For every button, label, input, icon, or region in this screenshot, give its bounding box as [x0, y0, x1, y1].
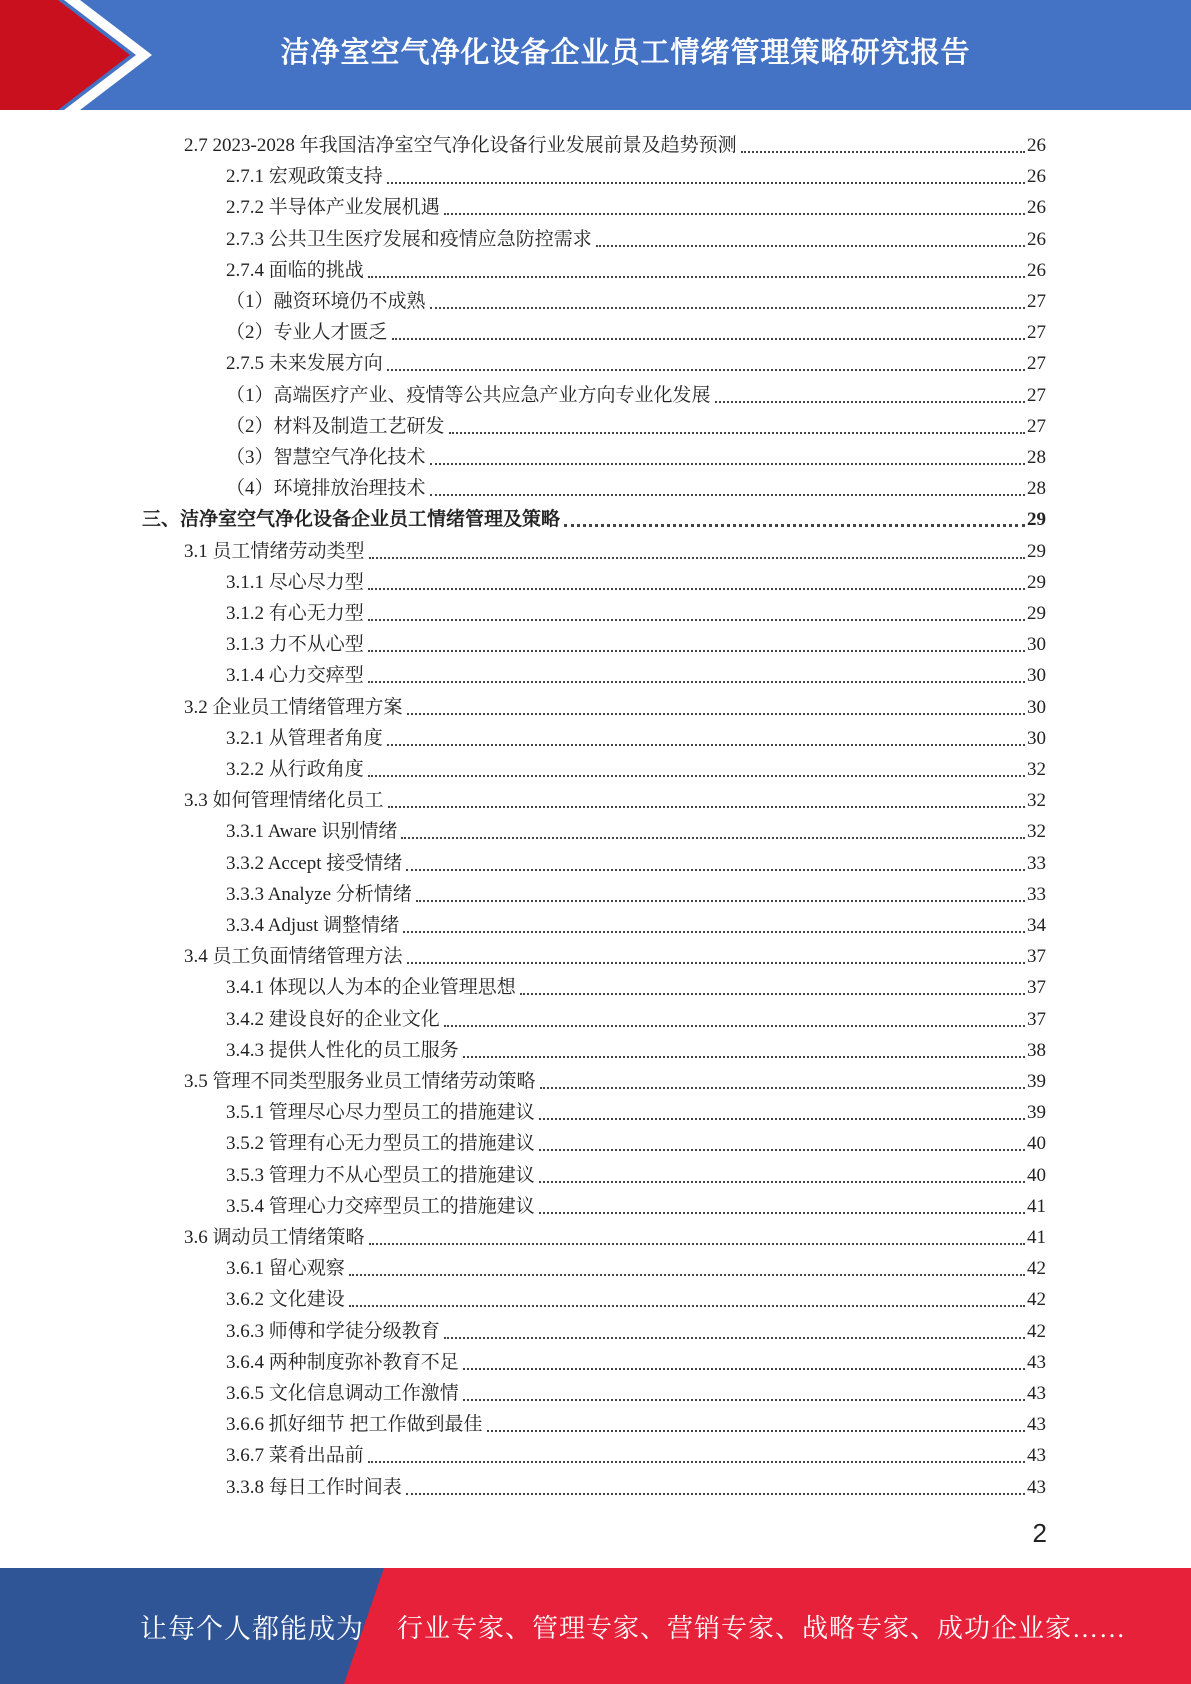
toc-entry-label: 3.2 企业员工情绪管理方案	[184, 696, 403, 718]
toc-entry-label: 3.6.5 文化信息调动工作激情	[226, 1383, 459, 1404]
toc-entry-page: 41	[1027, 1227, 1046, 1248]
toc-leader-dots	[387, 744, 1025, 746]
toc-leader-dots	[403, 931, 1025, 933]
toc-entry-page: 40	[1027, 1133, 1046, 1155]
toc-entry-page: 28	[1027, 478, 1046, 500]
toc-entry[interactable]	[226, 252, 1046, 283]
toc-entry-label: 3.6.6 抓好细节 把工作做到最佳	[226, 1414, 483, 1436]
toc-leader-dots	[540, 1087, 1025, 1089]
page-number: 2	[1032, 1518, 1047, 1548]
toc-leader-dots	[406, 1493, 1025, 1495]
toc-leader-dots	[368, 650, 1025, 652]
toc-entry[interactable]	[226, 1125, 1046, 1156]
toc-entry-page: 26	[1027, 259, 1046, 281]
toc-entry-label: （4）环境排放治理技术	[226, 478, 426, 500]
toc-entry-label: 3.6.3 师傅和学徒分级教育	[226, 1320, 440, 1342]
toc-entry[interactable]	[226, 158, 1046, 189]
toc-entry-label: 3.6.7 菜肴出品前	[226, 1445, 364, 1467]
toc-leader-dots	[368, 619, 1025, 621]
toc-entry[interactable]	[226, 1032, 1046, 1063]
toc-leader-dots	[539, 1181, 1025, 1183]
toc-entry[interactable]	[226, 1406, 1046, 1437]
toc-entry-label: 3.3.2 Accept 接受情绪	[226, 852, 403, 874]
toc-entry-page: 30	[1027, 696, 1046, 718]
toc-leader-dots	[520, 993, 1025, 995]
page-header	[0, 0, 1191, 110]
toc-entry[interactable]	[226, 876, 1046, 907]
toc-entry[interactable]	[184, 127, 1046, 158]
toc-entry-label: 2.7.2 半导体产业发展机遇	[226, 197, 440, 219]
toc-entry-page: 29	[1027, 540, 1046, 562]
toc-leader-dots	[564, 524, 1025, 527]
toc-entry-page: 29	[1027, 571, 1046, 593]
page-footer	[0, 1568, 1191, 1684]
toc-entry-page: 43	[1027, 1476, 1046, 1498]
toc-entry-label: 2.7.3 公共卫生医疗发展和疫情应急防控需求	[226, 228, 592, 250]
toc-entry-page: 26	[1027, 228, 1046, 250]
toc-leader-dots	[463, 1399, 1025, 1401]
toc-entry-page: 37	[1027, 977, 1046, 999]
toc-entry[interactable]	[226, 314, 1046, 345]
toc-entry[interactable]	[226, 345, 1046, 376]
toc-entry-label: 3.1.4 心力交瘁型	[226, 665, 364, 687]
toc-entry-label: 3.5 管理不同类型服务业员工情绪劳动策略	[184, 1071, 536, 1092]
toc-entry-label: 3.4 员工负面情绪管理方法	[184, 946, 403, 968]
toc-entry-label: 3.5.2 管理有心无力型员工的措施建议	[226, 1133, 535, 1155]
toc-entry-page: 27	[1027, 353, 1046, 375]
header-arrow-icon	[0, 0, 160, 110]
toc-entry[interactable]	[226, 1375, 1046, 1406]
toc-entry-label: 3.3 如何管理情绪化员工	[184, 790, 384, 812]
toc-entry[interactable]	[226, 1188, 1046, 1219]
toc-entry-label: （3）智慧空气净化技术	[226, 447, 426, 468]
toc-leader-dots	[444, 1337, 1025, 1339]
toc-entry[interactable]	[226, 221, 1046, 252]
toc-entry[interactable]	[226, 1001, 1046, 1032]
toc-leader-dots	[407, 962, 1025, 964]
toc-entry-page: 34	[1027, 915, 1046, 936]
toc-entry[interactable]	[226, 751, 1046, 782]
toc-entry[interactable]	[226, 470, 1046, 501]
toc-leader-dots	[487, 1430, 1025, 1432]
toc-leader-dots	[407, 713, 1025, 715]
toc-leader-dots	[387, 369, 1025, 371]
toc-entry-label: 3.1 员工情绪劳动类型	[184, 540, 365, 562]
toc-leader-dots	[539, 1118, 1025, 1120]
toc-entry-label: 3.3.8 每日工作时间表	[226, 1476, 402, 1498]
toc-entry-page: 43	[1027, 1414, 1046, 1436]
toc-entry[interactable]	[226, 1157, 1046, 1188]
toc-leader-dots	[741, 151, 1025, 153]
toc-entry[interactable]	[226, 657, 1046, 688]
toc-entry-page: 29	[1027, 509, 1046, 531]
toc-entry-label: 3.1.2 有心无力型	[226, 603, 364, 624]
toc-leader-dots	[369, 557, 1025, 559]
toc-entry-label: 3.6.1 留心观察	[226, 1258, 345, 1280]
toc-entry[interactable]	[226, 1094, 1046, 1125]
toc-entry-label: 3.5.1 管理尽心尽力型员工的措施建议	[226, 1102, 535, 1124]
toc-leader-dots	[539, 1149, 1025, 1151]
toc-entry-page: 37	[1027, 1008, 1046, 1030]
toc-entry[interactable]	[226, 969, 1046, 1000]
toc-entry-label: （1）融资环境仍不成熟	[226, 291, 426, 312]
toc-entry-page: 38	[1027, 1039, 1046, 1061]
toc-entry[interactable]	[226, 720, 1046, 751]
toc-entry-page: 33	[1027, 883, 1046, 905]
toc-leader-dots	[368, 1461, 1025, 1463]
toc-entry-page: 43	[1027, 1351, 1046, 1373]
toc-entry[interactable]	[226, 1344, 1046, 1375]
toc-leader-dots	[387, 182, 1025, 184]
toc-entry[interactable]	[184, 1219, 1046, 1250]
report-title: 洁净室空气净化设备企业员工情绪管理策略研究报告	[280, 34, 971, 69]
toc-entry-page: 33	[1027, 852, 1046, 874]
toc-entry-page: 27	[1027, 291, 1046, 312]
toc-entry[interactable]	[184, 782, 1046, 813]
toc-entry[interactable]	[226, 564, 1046, 595]
toc-entry-page: 30	[1027, 727, 1046, 749]
toc-leader-dots	[449, 432, 1025, 434]
toc-entry-page: 30	[1027, 665, 1046, 687]
toc-leader-dots	[369, 1243, 1025, 1245]
toc-entry-page: 32	[1027, 759, 1046, 780]
toc-entry-label: 3.3.1 Aware 识别情绪	[226, 821, 398, 843]
toc-entry-label: 3.1.1 尽心尽力型	[226, 571, 364, 593]
toc-entry-page: 32	[1027, 790, 1046, 812]
toc-leader-dots	[368, 681, 1025, 683]
toc-leader-dots	[368, 276, 1025, 278]
toc-entry-label: 三、洁净室空气净化设备企业员工情绪管理及策略	[142, 509, 561, 531]
toc-entry-label: 3.1.3 力不从心型	[226, 634, 364, 656]
toc-entry[interactable]	[226, 1250, 1046, 1281]
toc-entry[interactable]	[226, 439, 1046, 470]
toc-leader-dots	[406, 869, 1025, 871]
toc-leader-dots	[430, 494, 1025, 496]
toc-entry-page: 28	[1027, 447, 1046, 468]
toc-entry-label: 3.2.2 从行政角度	[226, 759, 364, 780]
toc-entry[interactable]	[226, 1313, 1046, 1344]
toc-entry-label: 2.7.1 宏观政策支持	[226, 166, 383, 188]
toc-entry[interactable]	[226, 626, 1046, 657]
toc-entry-label: 3.6 调动员工情绪策略	[184, 1227, 365, 1248]
toc-entry-page: 39	[1027, 1102, 1046, 1124]
toc-entry[interactable]	[184, 689, 1046, 720]
toc-entry-page: 26	[1027, 166, 1046, 188]
toc-entry[interactable]	[226, 1437, 1046, 1468]
toc-entry-label: 2.7 2023-2028 年我国洁净室空气净化设备行业发展前景及趋势预测	[184, 135, 737, 156]
toc-entry[interactable]	[226, 1469, 1046, 1500]
toc-entry-page: 42	[1027, 1289, 1046, 1311]
toc-leader-dots	[444, 213, 1025, 215]
toc-entry-label: （1）高端医疗产业、疫情等公共应急产业方向专业化发展	[226, 384, 711, 406]
toc-leader-dots	[349, 1305, 1025, 1307]
toc-entry-page: 37	[1027, 946, 1046, 968]
toc-leader-dots	[463, 1056, 1025, 1058]
toc-leader-dots	[463, 1368, 1025, 1370]
toc-entry[interactable]	[184, 938, 1046, 969]
toc-entry-label: 3.6.4 两种制度弥补教育不足	[226, 1351, 459, 1373]
toc-entry-page: 32	[1027, 821, 1046, 843]
toc-leader-dots	[715, 401, 1025, 403]
toc-entry-page: 30	[1027, 634, 1046, 656]
toc-entry[interactable]	[226, 189, 1046, 220]
toc-entry[interactable]	[142, 501, 1046, 532]
toc-entry-page: 27	[1027, 322, 1046, 344]
toc-leader-dots	[392, 338, 1025, 340]
toc-entry-label: 3.6.2 文化建设	[226, 1289, 345, 1311]
toc-entry[interactable]	[226, 377, 1046, 408]
toc-leader-dots	[539, 1212, 1025, 1214]
toc-entry-page: 43	[1027, 1445, 1046, 1467]
toc-entry-page: 42	[1027, 1320, 1046, 1342]
toc-entry[interactable]	[184, 1063, 1046, 1094]
toc-entry-label: 3.3.4 Adjust 调整情绪	[226, 915, 400, 936]
toc-leader-dots	[388, 806, 1025, 808]
toc-entry-label: 3.5.4 管理心力交瘁型员工的措施建议	[226, 1195, 535, 1217]
toc-entry[interactable]	[184, 533, 1046, 564]
toc-entry[interactable]	[226, 813, 1046, 844]
toc-entry-label: 3.3.3 Analyze 分析情绪	[226, 883, 412, 905]
toc-entry[interactable]	[226, 845, 1046, 876]
toc-leader-dots	[596, 245, 1025, 247]
toc-entry[interactable]	[226, 1281, 1046, 1312]
toc-leader-dots	[401, 837, 1025, 839]
toc-entry-label: 3.5.3 管理力不从心型员工的措施建议	[226, 1164, 535, 1186]
toc-entry[interactable]	[226, 907, 1046, 938]
toc-entry-label: （2）材料及制造工艺研发	[226, 415, 445, 437]
toc-entry-label: 2.7.5 未来发展方向	[226, 353, 383, 375]
toc-entry-label: 3.4.3 提供人性化的员工服务	[226, 1039, 459, 1061]
toc-leader-dots	[430, 463, 1025, 465]
toc-entry-page: 40	[1027, 1164, 1046, 1186]
toc-entry[interactable]	[226, 283, 1046, 314]
toc-leader-dots	[416, 900, 1025, 902]
toc-entry-label: 3.2.1 从管理者角度	[226, 727, 383, 749]
toc-entry-page: 26	[1027, 135, 1046, 156]
toc-leader-dots	[349, 1274, 1025, 1276]
toc-entry-label: 2.7.4 面临的挑战	[226, 259, 364, 281]
toc-entry-label: 3.4.2 建设良好的企业文化	[226, 1008, 440, 1030]
toc-leader-dots	[368, 588, 1025, 590]
toc-leader-dots	[444, 1025, 1025, 1027]
toc-entry-page: 26	[1027, 197, 1046, 219]
toc-leader-dots	[368, 775, 1025, 777]
footer-slogan-right: 行业专家、管理专家、营销专家、战略专家、成功企业家……	[397, 1613, 1127, 1643]
toc-entry-label: 3.4.1 体现以人为本的企业管理思想	[226, 977, 516, 999]
toc-entry-page: 27	[1027, 415, 1046, 437]
toc-entry-page: 29	[1027, 603, 1046, 624]
toc-entry-page: 41	[1027, 1195, 1046, 1217]
toc-entry[interactable]	[226, 595, 1046, 626]
toc-entry[interactable]	[226, 408, 1046, 439]
toc-entry-page: 27	[1027, 384, 1046, 406]
toc-entry-label: （2）专业人才匮乏	[226, 322, 388, 344]
toc-entry-page: 42	[1027, 1258, 1046, 1280]
toc-leader-dots	[430, 307, 1025, 309]
toc-entry-page: 43	[1027, 1383, 1046, 1404]
toc-entry-page: 39	[1027, 1071, 1046, 1092]
footer-slogan-left: 让每个人都能成为	[140, 1613, 364, 1644]
